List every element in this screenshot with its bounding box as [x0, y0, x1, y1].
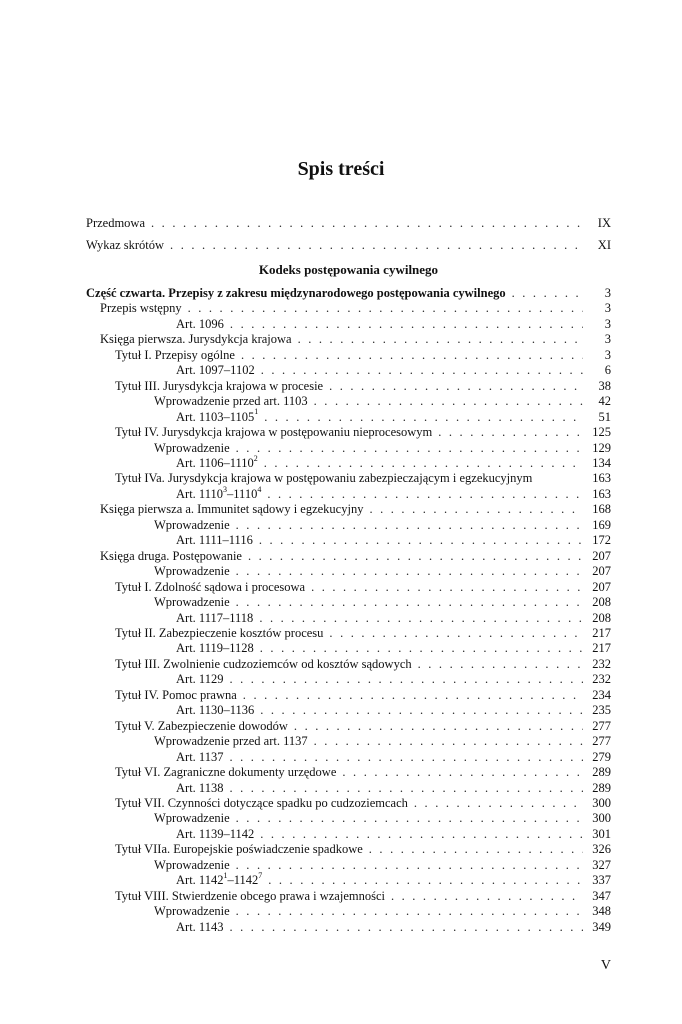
- toc-entry-label-text: Wprowadzenie: [154, 904, 230, 919]
- toc-entry-page: 301: [592, 826, 611, 841]
- toc-entry-label: [154, 595, 230, 610]
- superscript: 3: [223, 484, 227, 494]
- toc-entry-page: 327: [592, 857, 611, 872]
- toc-entry-label: [154, 904, 230, 919]
- dot-leader: [414, 796, 583, 811]
- toc-entry[interactable]: [86, 811, 611, 826]
- superscript: 7: [258, 871, 263, 881]
- dot-leader: [229, 750, 583, 765]
- toc-entry-preface[interactable]: [86, 212, 611, 234]
- dot-leader: [259, 533, 583, 548]
- toc-entry-label: [115, 580, 305, 595]
- toc-entry[interactable]: [86, 471, 611, 486]
- dot-leader: [391, 889, 583, 904]
- superscript: 4: [257, 484, 262, 494]
- toc-entry-page: 289: [592, 765, 611, 780]
- front-matter-list: [86, 212, 611, 256]
- toc-entry-label-text: Art. 1103–1105: [176, 409, 255, 424]
- toc-entry-label: [176, 363, 255, 378]
- toc-entry-label-text: Wprowadzenie: [154, 564, 230, 579]
- toc-entry-label-text: Księga pierwsza. Jurysdykcja krajowa: [100, 332, 292, 347]
- toc-entry-page: 172: [592, 533, 611, 548]
- toc-entry[interactable]: [86, 518, 611, 533]
- toc-entry-page: 234: [592, 687, 611, 702]
- dot-leader: [314, 394, 583, 409]
- dot-leader: [188, 301, 583, 316]
- toc-entry[interactable]: [86, 873, 611, 888]
- toc-entry-page: 217: [592, 625, 611, 640]
- toc-entry-label-text: Tytuł VI. Zagraniczne dokumenty urzędowe: [115, 765, 337, 780]
- toc-entry-label: [115, 626, 323, 641]
- toc-entry-page: 300: [592, 811, 611, 826]
- toc-entry-label-text: Wprowadzenie: [154, 595, 230, 610]
- toc-entry-label: [176, 781, 223, 796]
- dot-leader: [236, 811, 583, 826]
- toc-entry-page: 3: [604, 301, 611, 316]
- toc-entry-label: [176, 703, 254, 718]
- toc-entry[interactable]: [86, 564, 611, 579]
- toc-entry-label-text: Art. 1139–1142: [176, 826, 255, 841]
- toc-entry-page: 348: [592, 904, 611, 919]
- toc-entry[interactable]: [86, 549, 611, 564]
- dot-leader: [236, 564, 583, 579]
- toc-entry-label-text: Tytuł VIIa. Europejskie poświadczenie spadkowe: [115, 842, 363, 857]
- toc-entry-label: [100, 332, 292, 347]
- dot-leader: [259, 611, 583, 626]
- toc-entry-label-text: Art. 1111–1116: [176, 533, 253, 548]
- toc-entry[interactable]: [86, 484, 611, 502]
- dot-leader: [229, 781, 583, 796]
- toc-entry-page: 163: [592, 486, 611, 501]
- superscript: 1: [254, 407, 259, 417]
- toc-entry[interactable]: [86, 317, 611, 332]
- toc-entry-label-text: Tytuł I. Przepisy ogólne: [115, 347, 235, 362]
- section-heading: Kodeks postępowania cywilnego: [258, 262, 439, 277]
- toc-entry-page: 349: [592, 919, 611, 934]
- toc-entry[interactable]: [86, 672, 611, 687]
- toc-entry-label: [176, 453, 258, 471]
- toc-entry-label-text: Art. 1119–1128: [176, 641, 254, 656]
- toc-entry-label: Wykaz skrótów: [86, 238, 165, 252]
- dot-leader: [311, 580, 583, 595]
- dot-leader: [512, 286, 583, 301]
- toc-entry[interactable]: [86, 379, 611, 394]
- toc-entry-label: [154, 441, 230, 456]
- toc-entry-label: [176, 750, 223, 765]
- toc-entry-label: [176, 533, 253, 548]
- toc-entry-page: 300: [592, 795, 611, 810]
- toc-entry[interactable]: [86, 750, 611, 765]
- toc-entry-label: [100, 502, 363, 517]
- toc-entry[interactable]: [86, 286, 611, 301]
- toc-entry-label-text: Art. 1110: [176, 486, 223, 501]
- toc-entry-label-text: Wprowadzenie: [154, 811, 230, 826]
- toc-entry-label: [100, 549, 242, 564]
- toc-entry-page: 3: [604, 316, 611, 331]
- dot-leader: [236, 518, 583, 533]
- toc-entry-label: [176, 317, 224, 332]
- toc-entry-label-text: Tytuł V. Zabezpieczenie dowodów: [115, 718, 288, 733]
- dot-leader: [236, 595, 583, 610]
- dot-leader: [260, 703, 583, 718]
- toc-entry-label: [176, 920, 223, 935]
- toc-entry-label: [154, 858, 230, 873]
- toc-entry-label-text: Księga druga. Postępowanie: [100, 548, 242, 563]
- page-title: Spis treści: [297, 158, 385, 180]
- toc-entry-label-text: Art. 1106–1110: [176, 455, 254, 470]
- toc-entry[interactable]: [86, 719, 611, 734]
- toc-entry[interactable]: [86, 394, 611, 409]
- toc-entry[interactable]: [86, 920, 611, 935]
- toc-entry-label: [115, 842, 363, 857]
- toc-entry-label-text: Tytuł IV. Jurysdykcja krajowa w postępowaniu nieprocesowym: [115, 425, 433, 440]
- toc-entry-page: 168: [592, 502, 611, 517]
- toc-entry-page: 232: [592, 656, 611, 671]
- toc-entry-page: 169: [592, 517, 611, 532]
- toc-entry[interactable]: [86, 781, 611, 796]
- toc-entry-label: [115, 688, 237, 703]
- dot-leader: [264, 456, 583, 471]
- toc-entry-page: 337: [592, 873, 611, 888]
- toc-entry-page: 207: [592, 579, 611, 594]
- toc-entry[interactable]: [86, 453, 611, 471]
- toc-entry[interactable]: [86, 842, 611, 857]
- toc-entry-page: 51: [598, 409, 611, 424]
- dot-leader: [229, 920, 583, 935]
- toc-entry-label-text: Tytuł VIII. Stwierdzenie obcego prawa i wzajemności: [115, 888, 385, 903]
- toc-entry[interactable]: [86, 407, 611, 425]
- toc-entry-page: 129: [592, 440, 611, 455]
- toc-entry-label: [154, 811, 230, 826]
- toc-entry-label: [115, 796, 408, 811]
- toc-entry-label-text: Art. 1097–1102: [176, 363, 255, 378]
- dot-leader: [236, 904, 583, 919]
- dot-leader: [261, 363, 583, 378]
- toc-entry-page: 217: [592, 641, 611, 656]
- toc-entry-label: [115, 348, 235, 363]
- toc-entry-page: 42: [598, 394, 611, 409]
- toc-entry-page: 326: [592, 842, 611, 857]
- toc-entry-label: [176, 611, 253, 626]
- toc-entry-page: 277: [592, 718, 611, 733]
- toc-entry[interactable]: [86, 502, 611, 517]
- toc-entry[interactable]: [86, 734, 611, 749]
- toc-entry-abbreviations[interactable]: [86, 234, 611, 256]
- toc-entry-page: 3: [604, 286, 611, 300]
- dot-leader: [418, 657, 583, 672]
- toc-entry-label: [154, 734, 308, 749]
- toc-entry[interactable]: [86, 626, 611, 641]
- toc-list: [86, 286, 611, 935]
- toc-entry[interactable]: [86, 425, 611, 440]
- toc-entry-label-text: Tytuł VII. Czynności dotyczące spadku po cudzoziemcach: [115, 795, 408, 810]
- toc-entry-label-text: Art. 1096: [176, 316, 224, 331]
- toc-entry-label-text: Art. 1117–1118: [176, 610, 254, 625]
- toc-entry-label-text: –1110: [227, 486, 258, 501]
- dot-leader: [241, 348, 583, 363]
- toc-entry-label: [115, 719, 288, 734]
- toc-entry-label: [154, 564, 230, 579]
- toc-entry[interactable]: [86, 611, 611, 626]
- toc-entry-label: [115, 379, 323, 394]
- toc-entry-label: [176, 484, 262, 502]
- toc-entry-label: [86, 286, 506, 301]
- toc-entry[interactable]: [86, 363, 611, 378]
- toc-entry-label-text: Księga pierwsza a. Immunitet sądowy i egzekucyjny: [100, 502, 364, 517]
- toc-entry-page: 207: [592, 564, 611, 579]
- dot-leader: [342, 765, 583, 780]
- toc-entry-label-text: Przepis wstępny: [100, 301, 182, 316]
- toc-entry-label: [115, 471, 532, 486]
- toc-entry-page: 208: [592, 595, 611, 610]
- page-number: V: [600, 958, 611, 973]
- toc-entry-label-text: Część czwarta. Przepisy z zakresu międzynarodowego postępowania cywilnego: [86, 286, 506, 300]
- toc-entry-page: 235: [592, 703, 611, 718]
- toc-entry-page: 347: [592, 888, 611, 903]
- toc-entry-label-text: Tytuł IVa. Jurysdykcja krajowa w postępowaniu zabezpieczającym i egzekucyjnym: [115, 471, 533, 486]
- toc-entry[interactable]: [86, 441, 611, 456]
- toc-entry-label: [154, 394, 308, 409]
- toc-entry-page: 38: [598, 378, 611, 393]
- dot-leader: [151, 212, 583, 234]
- toc-entry-label-text: Wprowadzenie: [154, 857, 230, 872]
- toc-entry[interactable]: [86, 889, 611, 904]
- toc-entry-page: 279: [592, 749, 611, 764]
- toc-entry-page: 125: [592, 425, 611, 440]
- toc-entry-label: [176, 827, 254, 842]
- toc-entry[interactable]: [86, 332, 611, 347]
- toc-entry-page: 207: [592, 548, 611, 563]
- toc-entry-label-text: Wprowadzenie: [154, 517, 230, 532]
- dot-leader: [243, 688, 583, 703]
- toc-entry[interactable]: [86, 533, 611, 548]
- toc-entry-label-text: Art. 1137: [176, 749, 224, 764]
- dot-leader: [260, 641, 583, 656]
- toc-entry-label-text: –1142: [227, 873, 259, 888]
- toc-entry[interactable]: [86, 827, 611, 842]
- dot-leader: [267, 487, 583, 502]
- dot-leader: [170, 234, 583, 256]
- toc-entry[interactable]: [86, 688, 611, 703]
- toc-entry[interactable]: [86, 904, 611, 919]
- toc-entry-label-text: Wprowadzenie przed art. 1103: [154, 394, 308, 409]
- dot-leader: [314, 734, 583, 749]
- toc-entry[interactable]: [86, 703, 611, 718]
- toc-entry-page: 3: [604, 347, 611, 362]
- toc-entry-label-text: Wprowadzenie przed art. 1137: [154, 734, 308, 749]
- toc-entry-label: [100, 301, 182, 316]
- toc-entry[interactable]: [86, 580, 611, 595]
- toc-entry[interactable]: [86, 301, 611, 316]
- toc-entry-page: 6: [604, 363, 611, 378]
- toc-entry-label: [115, 889, 385, 904]
- toc-entry-page: 289: [592, 780, 611, 795]
- dot-leader: [236, 858, 583, 873]
- toc-entry[interactable]: [86, 657, 611, 672]
- toc-entry[interactable]: [86, 348, 611, 363]
- toc-entry[interactable]: [86, 765, 611, 780]
- toc-entry-label: [115, 765, 336, 780]
- superscript: 1: [223, 871, 228, 881]
- toc-entry-page: 3: [604, 332, 611, 347]
- toc-entry-label-text: Tytuł II. Zabezpieczenie kosztów procesu: [115, 625, 324, 640]
- dot-leader: [438, 425, 583, 440]
- toc-entry-label: Przedmowa: [86, 216, 146, 230]
- toc-entry-label: [115, 657, 412, 672]
- toc-entry-label-text: Tytuł I. Zdolność sądowa i procesowa: [115, 579, 306, 594]
- dot-leader: [369, 842, 583, 857]
- dot-leader: [294, 719, 583, 734]
- toc-entry-label-text: Tytuł III. Zwolnienie cudzoziemców od kosztów sądowych: [115, 656, 412, 671]
- toc-entry-label-text: Tytuł III. Jurysdykcja krajowa w procesie: [115, 378, 324, 393]
- toc-entry-label: [176, 873, 262, 888]
- toc-entry-label: [115, 425, 432, 440]
- dot-leader: [230, 317, 583, 332]
- toc-entry-page: 232: [592, 672, 611, 687]
- dot-leader: [329, 379, 583, 394]
- toc-entry-label-text: Art. 1142: [176, 873, 224, 888]
- dot-leader: [229, 672, 583, 687]
- toc-entry[interactable]: [86, 595, 611, 610]
- toc-entry-page: 277: [592, 734, 611, 749]
- dot-leader: [298, 332, 583, 347]
- toc-entry-label-text: Wprowadzenie: [154, 440, 230, 455]
- toc-entry-label: [176, 641, 254, 656]
- toc-entry-label-text: Art. 1143: [176, 919, 224, 934]
- dot-leader: [236, 441, 583, 456]
- toc-entry-page: 163: [592, 471, 611, 486]
- toc-entry-page: 134: [592, 455, 611, 470]
- dot-leader: [329, 626, 583, 641]
- toc-entry[interactable]: [86, 796, 611, 811]
- dot-leader: [268, 873, 583, 888]
- toc-entry-label-text: Tytuł IV. Pomoc prawna: [115, 687, 237, 702]
- toc-entry[interactable]: [86, 641, 611, 656]
- toc-entry-label-text: Art. 1130–1136: [176, 703, 255, 718]
- dot-leader: [248, 549, 583, 564]
- toc-entry[interactable]: [86, 858, 611, 873]
- dot-leader: [264, 410, 583, 425]
- toc-entry-label: [176, 407, 259, 425]
- dot-leader: [260, 827, 583, 842]
- toc-entry-label: [176, 672, 223, 687]
- superscript: 2: [253, 453, 258, 463]
- toc-entry-label: [154, 518, 230, 533]
- toc-entry-label-text: Art. 1129: [176, 672, 224, 687]
- toc-entry-label-text: Art. 1138: [176, 780, 224, 795]
- toc-entry-page: XI: [597, 238, 611, 252]
- toc-entry-page: IX: [597, 216, 611, 230]
- toc-entry-page: 208: [592, 610, 611, 625]
- dot-leader: [369, 502, 583, 517]
